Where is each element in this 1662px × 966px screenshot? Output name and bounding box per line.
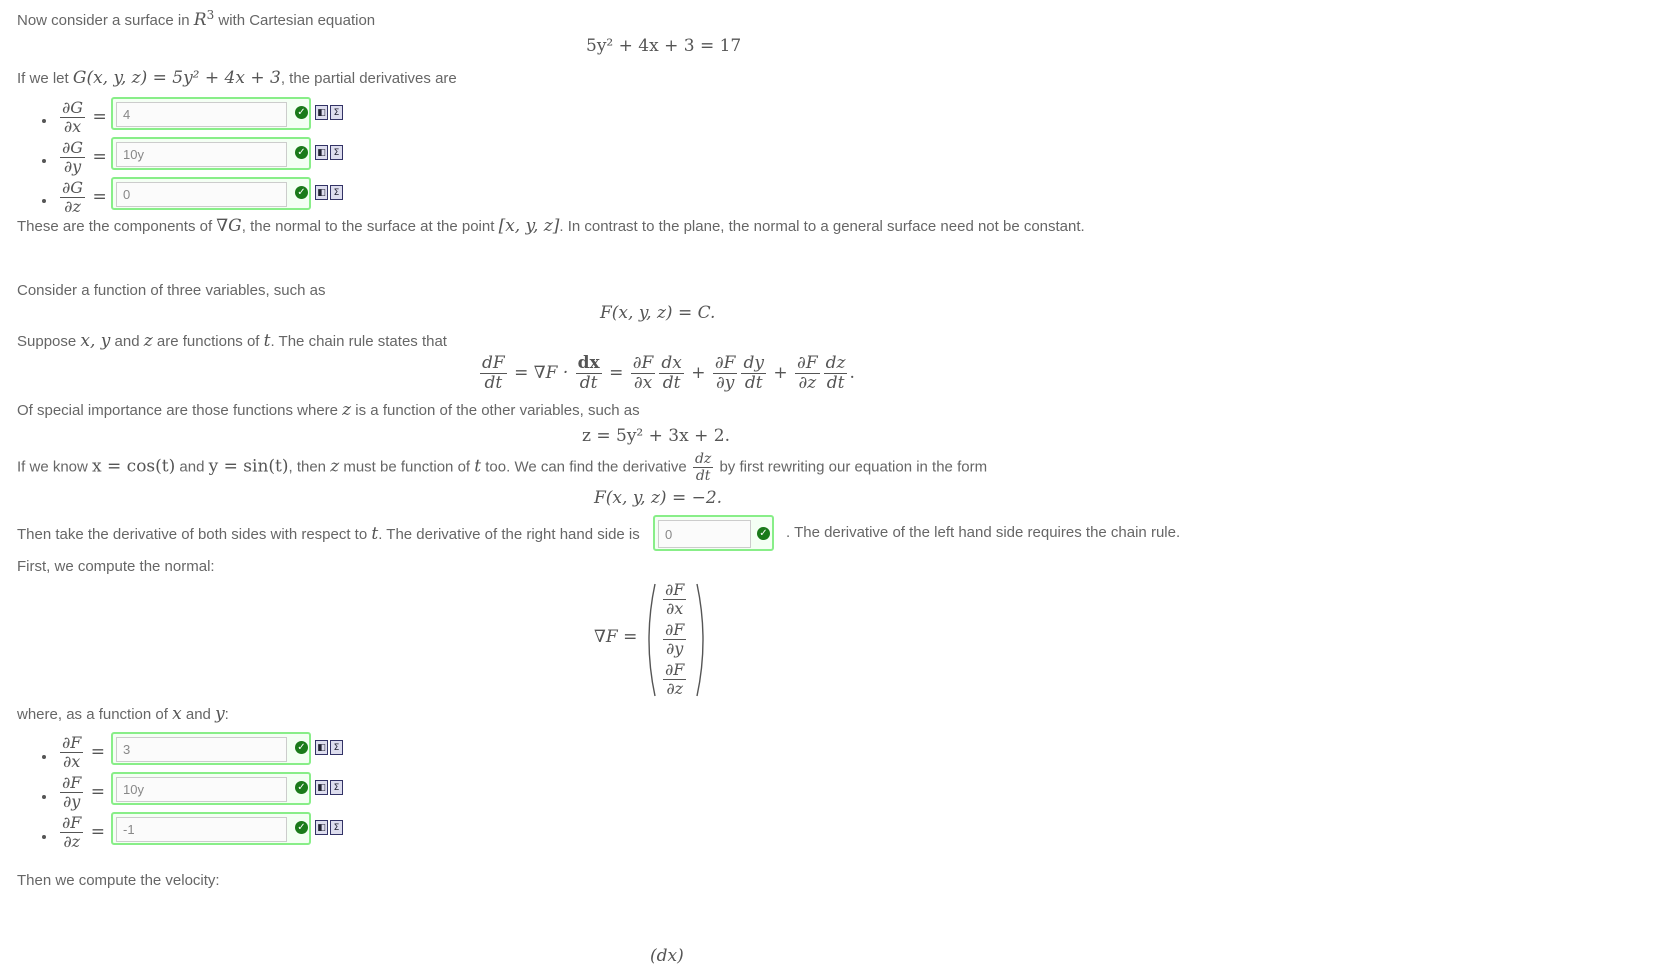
- chain-rule-equation: $\frac{dF}{dt}$ = ∇F · $\frac{dx}{dt}$ = $\frac{\partial F}{\partial x}$ $\frac{dx}{dt}$ + $\frac{\partial F}{\partial y}$ $\frac{dy}{dt}$ + $\frac{\partial F}{\partial z}$ $\frac{dz}{dt}$ .: [482, 353, 855, 393]
- answer-box-df-dx: [111, 732, 311, 765]
- velocity-text: Then we compute the velocity:: [17, 872, 220, 889]
- preview-icon[interactable]: ◧: [315, 105, 328, 120]
- know-line: If we know x = cos(t) and y = sin(t), then z must be function of t too. We can find the derivative $\frac{dz}{dt}$ by first rewriting our equation in the form: [17, 451, 988, 484]
- f-equals-c: F(x, y, z) = C.: [600, 303, 716, 323]
- f-partial-x: $\frac{\partial F}{\partial x}$ =: [62, 733, 106, 771]
- bullet: [42, 119, 46, 123]
- sigma-icon[interactable]: Σ: [330, 145, 343, 160]
- answer-box-dg-dz: [111, 177, 311, 210]
- sigma-icon[interactable]: Σ: [330, 105, 343, 120]
- preview-icon[interactable]: ◧: [315, 820, 328, 835]
- bullet: [42, 159, 46, 163]
- g-partial-y: $\frac{\partial G}{\partial y}$ =: [62, 138, 107, 176]
- intro-text-post: with Cartesian equation: [214, 12, 376, 29]
- grad-f-vector: [645, 580, 707, 700]
- sigma-icon[interactable]: Σ: [330, 780, 343, 795]
- then-post: . The derivative of the left hand side requires the chain rule.: [786, 524, 1181, 541]
- velocity-vector-partial: (dx): [650, 946, 684, 966]
- gradient-text-post: . In contrast to the plane, the normal to a general surface need not be constant.: [559, 218, 1085, 235]
- check-circle-icon: ✓: [295, 741, 308, 754]
- f-equals-minus-2: F(x, y, z) = −2.: [594, 488, 723, 508]
- point-xyz: [x, y, z]: [498, 216, 560, 236]
- answer-box-df-dz: [111, 812, 311, 845]
- dg-dx-input[interactable]: [116, 102, 287, 127]
- grad-g: ∇G: [216, 216, 242, 236]
- define-g-pre: If we let: [17, 70, 73, 87]
- vector-entry-y: $\frac{\partial F}{\partial y}$: [665, 620, 685, 658]
- check-circle-icon: ✓: [295, 781, 308, 794]
- sigma-icon[interactable]: Σ: [330, 740, 343, 755]
- r-symbol: R: [193, 10, 207, 30]
- rhs-derivative-input[interactable]: [658, 520, 751, 548]
- answer-box-df-dy: [111, 772, 311, 805]
- dz-dt-fraction: $\frac{dz}{dt}$: [694, 451, 712, 484]
- grad-f-label: ∇F =: [594, 627, 638, 647]
- f-partial-z: $\frac{\partial F}{\partial z}$ =: [62, 813, 106, 851]
- answer-box-dg-dy: [111, 137, 311, 170]
- r-exponent: 3: [206, 8, 215, 22]
- g-definition: G(x, y, z) = 5y² + 4x + 3: [72, 68, 281, 88]
- consider-text: Consider a function of three variables, such as: [17, 282, 326, 299]
- g-partial-x: $\frac{\partial G}{\partial x}$ =: [62, 98, 107, 136]
- check-circle-icon: ✓: [757, 527, 770, 540]
- answer-box-dg-dx: [111, 97, 311, 130]
- bullet: [42, 835, 46, 839]
- f-partial-y: $\frac{\partial F}{\partial y}$ =: [62, 773, 106, 811]
- bullet: [42, 199, 46, 203]
- special-line: Of special importance are those functions where z is a function of the other variables, such as: [17, 400, 640, 420]
- dg-dz-input[interactable]: [116, 182, 287, 207]
- check-circle-icon: ✓: [295, 186, 308, 199]
- preview-icon[interactable]: ◧: [315, 740, 328, 755]
- define-g-line: [17, 68, 457, 88]
- gradient-text-mid: , the normal to the surface at the point: [241, 218, 499, 235]
- check-circle-icon: ✓: [295, 146, 308, 159]
- vector-entry-x: $\frac{\partial F}{\partial x}$: [665, 580, 685, 618]
- bullet: [42, 755, 46, 759]
- first-normal-text: First, we compute the normal:: [17, 558, 215, 575]
- preview-icon[interactable]: ◧: [315, 145, 328, 160]
- sigma-icon[interactable]: Σ: [330, 820, 343, 835]
- gradient-explanation: [17, 216, 1085, 236]
- g-partial-z: $\frac{\partial G}{\partial z}$ =: [62, 178, 107, 216]
- df-dz-input[interactable]: [116, 817, 287, 842]
- intro-line: [17, 8, 375, 30]
- sigma-icon[interactable]: Σ: [330, 185, 343, 200]
- define-g-post: , the partial derivatives are: [280, 70, 457, 87]
- dg-dy-input[interactable]: [116, 142, 287, 167]
- then-line: Then take the derivative of both sides with respect to t. The derivative of the right hand side is: [17, 524, 640, 544]
- df-dx-input[interactable]: [116, 737, 287, 762]
- answer-box-rhs: [653, 515, 774, 551]
- bullet: [42, 795, 46, 799]
- preview-icon[interactable]: ◧: [315, 780, 328, 795]
- preview-icon[interactable]: ◧: [315, 185, 328, 200]
- where-line: where, as a function of x and y:: [17, 704, 229, 724]
- suppose-line: Suppose x, y and z are functions of t. The chain rule states that: [17, 331, 447, 351]
- vector-entry-z: $\frac{\partial F}{\partial z}$: [665, 660, 685, 698]
- intro-text: Now consider a surface in: [17, 12, 194, 29]
- z-equation: z = 5y² + 3x + 2.: [582, 426, 730, 446]
- gradient-text-pre: These are the components of: [17, 218, 217, 235]
- surface-equation: 5y² + 4x + 3 = 17: [586, 36, 742, 56]
- check-circle-icon: ✓: [295, 106, 308, 119]
- df-dy-input[interactable]: [116, 777, 287, 802]
- check-circle-icon: ✓: [295, 821, 308, 834]
